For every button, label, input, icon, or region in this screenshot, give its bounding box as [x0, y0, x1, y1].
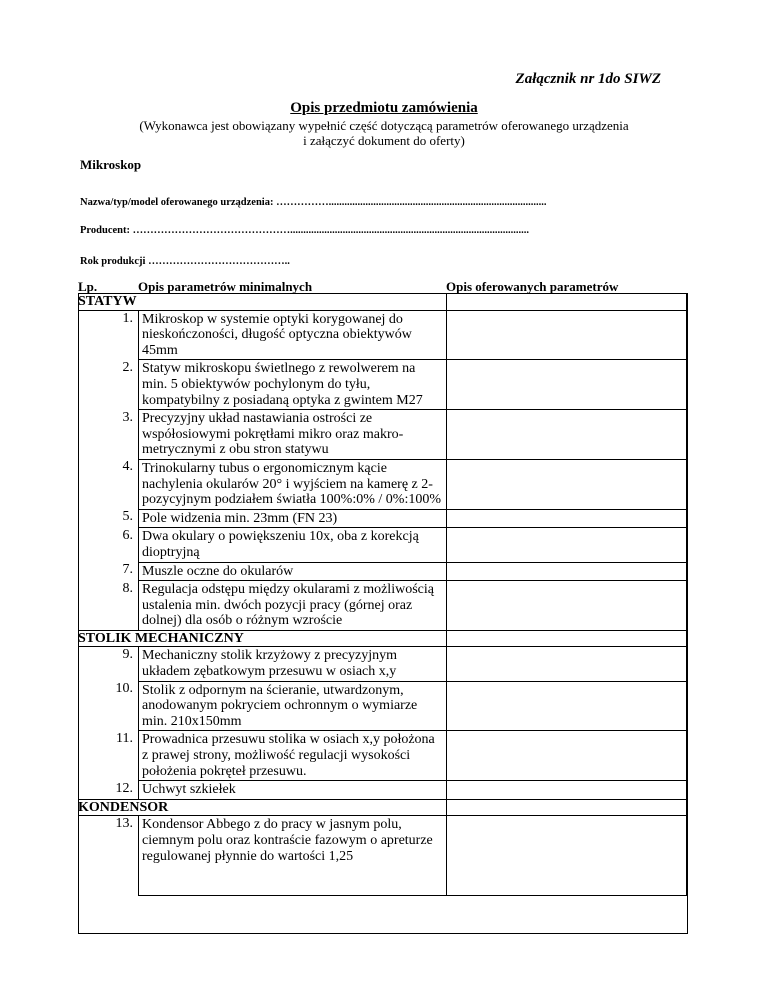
category-row	[78, 799, 687, 816]
section-heading: Mikroskop	[80, 157, 142, 172]
offer-cell[interactable]	[447, 310, 687, 360]
row-number: 9.	[122, 647, 133, 663]
row-description: Kondensor Abbego z do pracy w jasnym polu, ciemnym polu oraz kontraście fazowym o apreturze regulowanej płynnie do wartości 1,25	[139, 816, 447, 896]
offer-cell[interactable]	[447, 509, 687, 528]
row-number: 11.	[116, 730, 133, 746]
offer-cell[interactable]	[447, 681, 687, 731]
table-row	[78, 562, 687, 581]
row-number: 4.	[122, 459, 133, 475]
column-min-header: Opis parametrów minimalnych	[138, 279, 313, 294]
model-field: Nazwa/typ/model oferowanego urządzenia: ……………...................................................................................	[80, 197, 547, 208]
table-row	[78, 581, 687, 631]
offer-cell	[447, 799, 687, 816]
producer-field: Producent: ………………………………………...........................................................................................	[80, 225, 529, 236]
row-description: Dwa okulary o powiększeniu 10x, oba z korekcją dioptryjną	[139, 528, 447, 562]
document-title: Opis przedmiotu zamówienia	[290, 100, 478, 116]
offer-cell[interactable]	[447, 731, 687, 781]
column-offer-header: Opis oferowanych parametrów	[446, 279, 619, 294]
column-lp-header: Lp.	[78, 279, 98, 294]
table-row	[78, 781, 687, 800]
row-number: 1.	[122, 310, 133, 326]
row-number: 13.	[115, 816, 133, 832]
table-row	[78, 528, 687, 562]
table-row	[78, 731, 687, 781]
offer-cell[interactable]	[447, 647, 687, 681]
offer-cell[interactable]	[447, 562, 687, 581]
category-statyw: STATYW	[78, 294, 447, 311]
table-row	[78, 310, 687, 360]
row-number: 8.	[122, 580, 133, 596]
table-row	[78, 360, 687, 410]
row-number: 7.	[122, 562, 133, 577]
offer-cell[interactable]	[447, 360, 687, 410]
offer-cell	[447, 630, 687, 647]
offer-cell[interactable]	[447, 816, 687, 896]
row-description: Pole widzenia min. 23mm (FN 23)	[139, 509, 447, 528]
row-number: 3.	[122, 409, 133, 425]
row-number: 6.	[122, 527, 133, 543]
row-description: Uchwyt szkiełek	[139, 781, 447, 800]
category-row	[78, 630, 687, 647]
category-stolik: STOLIK MECHANICZNY	[78, 630, 447, 647]
table-row	[78, 816, 687, 896]
row-description: Statyw mikroskopu świetlnego z rewolwerem na min. 5 obiektywów pochylonym do tyłu, kompatybilny z posiadaną optyka z gwintem M27	[139, 360, 447, 410]
offer-cell[interactable]	[447, 410, 687, 460]
offer-cell[interactable]	[447, 528, 687, 562]
row-description: Trinokularny tubus o ergonomicznym kącie nachylenia okularów 20° i wyjściem na kamerę z 2-pozycyjnym podziałem światła 100%:0% / 0%:100%	[139, 459, 447, 509]
offer-cell[interactable]	[447, 781, 687, 800]
row-description: Stolik z odpornym na ścieranie, utwardzonym, anodowanym pokryciem ochronnym o wymiarze min. 210x150mm	[139, 681, 447, 731]
row-description: Mechaniczny stolik krzyżowy z precyzyjnym układem zębatkowym przesuwu w osiach x,y	[139, 647, 447, 681]
offer-cell[interactable]	[447, 581, 687, 631]
category-row	[78, 294, 687, 311]
row-description: Mikroskop w systemie optyki korygowanej do nieskończoności, długość optyczna obiektywów 45mm	[139, 310, 447, 360]
row-description: Precyzyjny układ nastawiania ostrości ze współosiowymi pokrętłami mikro oraz makro-metrycznymi z obu stron statywu	[139, 410, 447, 460]
table-row	[78, 509, 687, 528]
subtitle-line-2: i załączyć dokument do oferty)	[303, 133, 465, 148]
row-number: 12.	[115, 780, 133, 796]
row-description: Prowadnica przesuwu stolika w osiach x,y położona z prawej strony, możliwość regulacji wysokości położenia pokręteł przesuwu.	[139, 731, 447, 781]
row-description: Regulacja odstępu między okularami z możliwością ustalenia min. dwóch pozycji pracy (górnej oraz dolnej) dla osób o różnym wzroście	[139, 581, 447, 631]
year-field: Rok produkcji …………………………………..	[80, 256, 290, 267]
offer-cell[interactable]	[447, 459, 687, 509]
document-subtitle	[0, 118, 768, 148]
subtitle-line-1: (Wykonawca jest obowiązany wypełnić część dotyczącą parametrów oferowanego urządzenia	[139, 118, 629, 133]
row-number: 10.	[115, 681, 133, 697]
table-row	[78, 681, 687, 731]
table-row	[78, 459, 687, 509]
row-description: Muszle oczne do okularów	[139, 562, 447, 581]
row-number: 2.	[122, 359, 133, 375]
spec-table	[78, 293, 687, 896]
table-row	[78, 647, 687, 681]
row-number: 5.	[122, 509, 133, 525]
offer-cell	[447, 294, 687, 311]
table-row	[78, 410, 687, 460]
annex-label: Załącznik nr 1do SIWZ	[515, 71, 661, 87]
category-kondensor: KONDENSOR	[78, 799, 447, 816]
